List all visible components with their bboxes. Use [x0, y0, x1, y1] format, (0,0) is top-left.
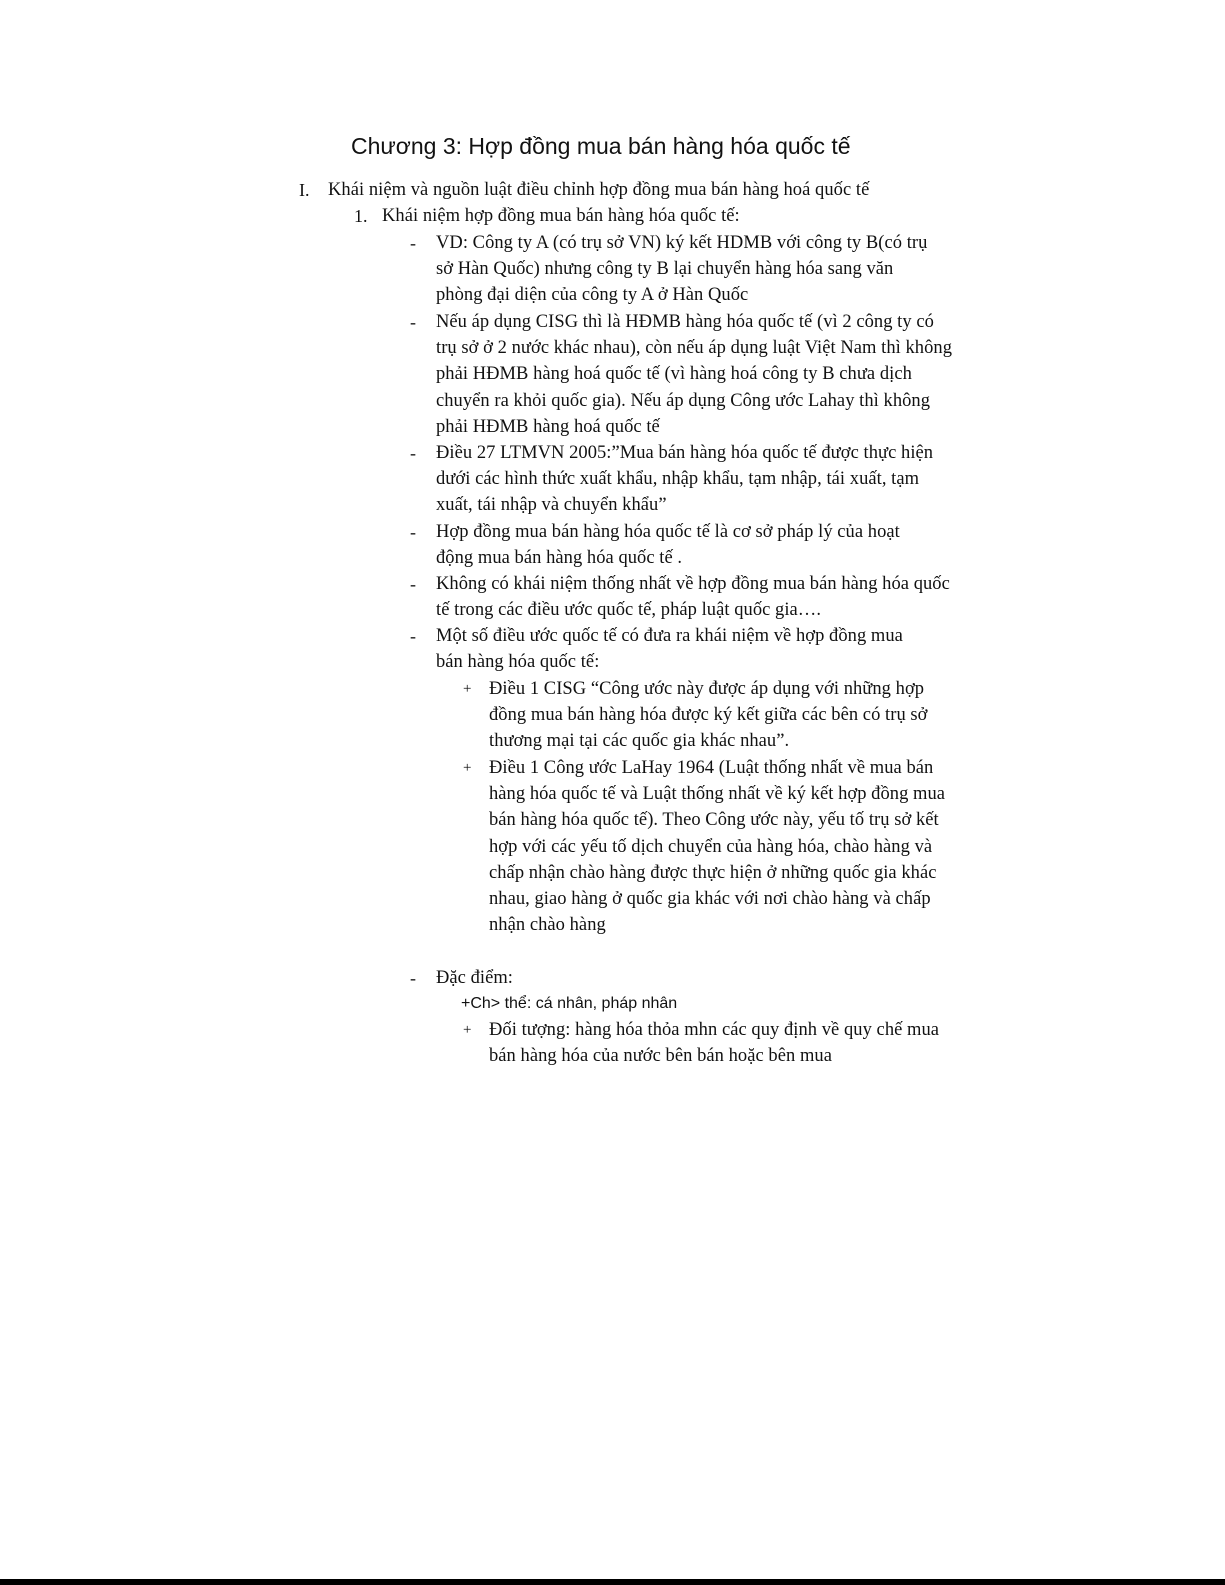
section-heading: Khái niệm và nguồn luật điều chỉnh hợp đồng mua bán hàng hoá quốc tế	[328, 180, 870, 200]
feature-subject: +Ch> thể: cá nhân, pháp nhân	[461, 995, 678, 1012]
features-label: Đặc điểm:	[436, 968, 513, 988]
item-number: 1.	[354, 206, 368, 226]
page-bottom-border	[0, 1579, 1225, 1585]
item-heading: Khái niệm hợp đồng mua bán hàng hóa quốc tế:	[382, 206, 740, 226]
bullet-legal-basis: Hợp đồng mua bán hàng hóa quốc tế là cơ sở pháp lý của hoạt động mua bán hàng hóa quốc tế .	[436, 522, 900, 569]
chapter-title: Chương 3: Hợp đồng mua bán hàng hóa quốc tế	[351, 133, 851, 159]
section-marker: I.	[299, 180, 310, 200]
plus-bullet-marker: +	[463, 681, 472, 697]
bullet-cisg: Nếu áp dụng CISG thì là HĐMB hàng hóa quốc tế (vì 2 công ty có trụ sở ở 2 nước khác nhau), còn nếu áp dụng luật Việt Nam thì không phải HĐMB hàng hoá quốc tế (vì hàng hoá công ty B chưa dịch chuyển ra khỏi quốc gia). Nếu áp dụng Công ước Lahay thì không phải HĐMB hàng hoá quốc tế	[436, 312, 953, 437]
sub-bullet-cisg-article-1: Điều 1 CISG “Công ước này được áp dụng với những hợp đồng mua bán hàng hóa được ký kết giữa các bên có trụ sở thương mại tại các quốc gia khác nhau”.	[489, 679, 928, 752]
bullet-example: VD: Công ty A (có trụ sở VN) ký kết HDMB với công ty B(có trụ sở Hàn Quốc) nhưng công ty B lại chuyển hàng hóa sang văn phòng đại diện của công ty A ở Hàn Quốc	[436, 233, 928, 306]
plus-bullet-marker: +	[463, 760, 472, 776]
dash-bullet-marker: -	[410, 626, 416, 646]
dash-bullet-marker: -	[410, 574, 416, 594]
dash-bullet-marker: -	[410, 233, 416, 253]
dash-bullet-marker: -	[410, 968, 416, 988]
plus-bullet-marker: +	[463, 1022, 472, 1038]
bullet-article-27: Điều 27 LTMVN 2005:”Mua bán hàng hóa quốc tế được thực hiện dưới các hình thức xuất khẩu, nhập khẩu, tạm nhập, tái xuất, tạm xuất, tái nhập và chuyển khẩu”	[436, 443, 934, 516]
bullet-no-unified-concept: Không có khái niệm thống nhất về hợp đồng mua bán hàng hóa quốc tế trong các điều ước quốc tế, pháp luật quốc gia….	[436, 574, 950, 621]
dash-bullet-marker: -	[410, 522, 416, 542]
bullet-treaties: Một số điều ước quốc tế có đưa ra khái niệm về hợp đồng mua bán hàng hóa quốc tế:	[436, 626, 903, 673]
sub-bullet-lahay-1964: Điều 1 Công ước LaHay 1964 (Luật thống nhất về mua bán hàng hóa quốc tế và Luật thống nhất về ký kết hợp đồng mua bán hàng hóa quốc tế). Theo Công ước này, yếu tố trụ sở kết hợp với các yếu tố dịch chuyển của hàng hóa, chào hàng và chấp nhận chào hàng được thực hiện ở những quốc gia khác nhau, giao hàng ở quốc gia khác với nơi chào hàng và chấp nhận chào hàng	[489, 758, 946, 936]
dash-bullet-marker: -	[410, 312, 416, 332]
dash-bullet-marker: -	[410, 443, 416, 463]
feature-object: Đối tượng: hàng hóa thỏa mhn các quy định về quy chế mua bán hàng hóa của nước bên bán hoặc bên mua	[489, 1020, 940, 1067]
